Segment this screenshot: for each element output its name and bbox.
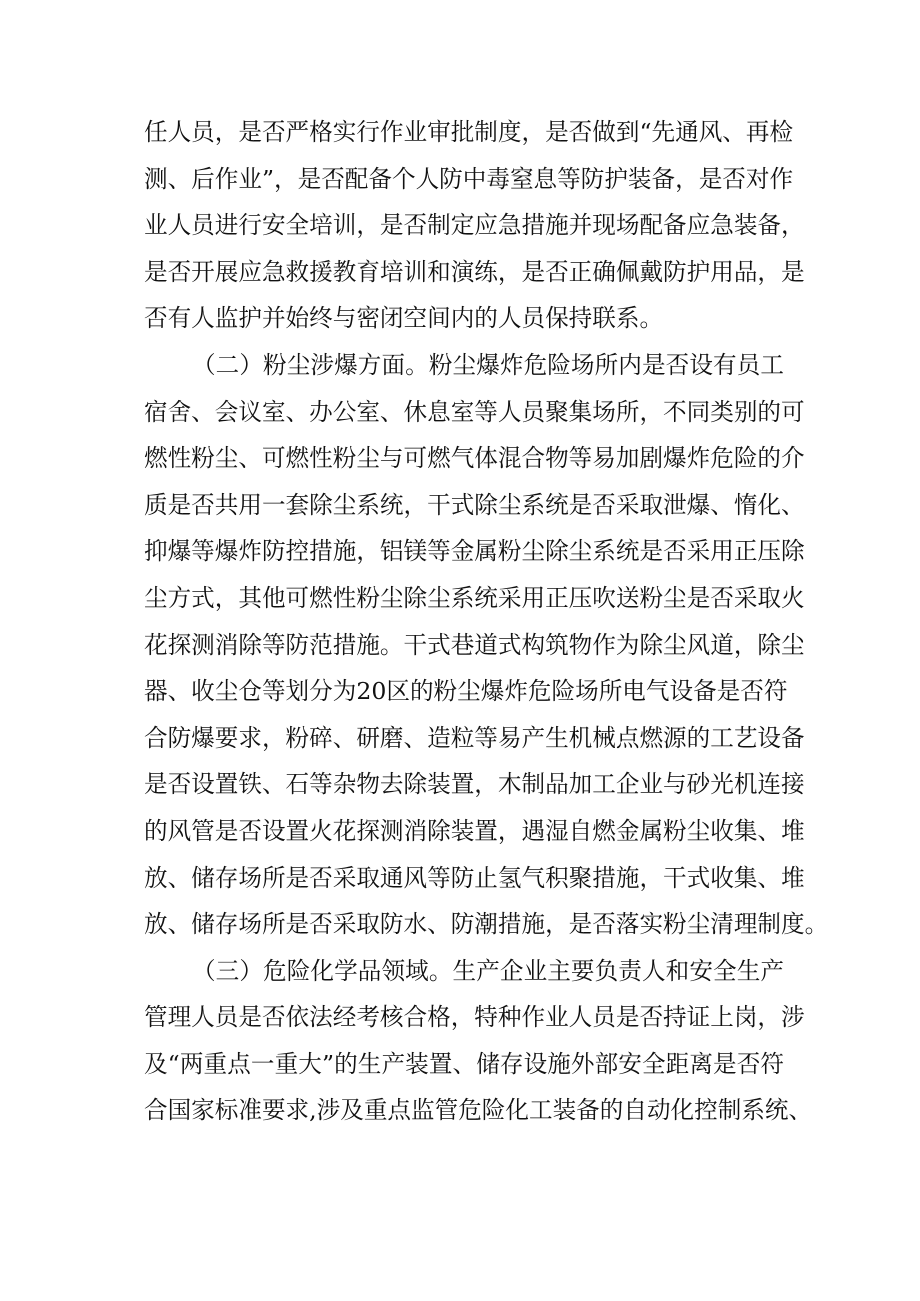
text-line: 燃性粉尘、可燃性粉尘与可燃气体混合物等易加剧爆炸危险的介: [144, 444, 805, 473]
text-line: 业人员进行安全培训，是否制定应急措施并现场配备应急装备，: [144, 211, 805, 240]
paragraph-hazardous-chemicals: [144, 948, 813, 1134]
text-line: 抑爆等爆炸防控措施，铝镁等金属粉尘除尘系统是否采用正压除: [144, 537, 805, 566]
text-line: 器、收尘仓等划分为20区的粉尘爆炸危险场所电气设备是否符: [144, 677, 788, 706]
text-line: 的风管是否设置火花探测消除装置，遇湿自燃金属粉尘收集、堆: [144, 816, 805, 845]
text-line: 任人员，是否严格实行作业审批制度，是否做到“先通风、再检: [144, 118, 794, 146]
paragraph-confined-space: [144, 109, 805, 342]
text-line: 合防爆要求，粉碎、研磨、造粒等易产生机械点燃源的工艺设备: [144, 723, 805, 752]
text-line: 尘方式，其他可燃性粉尘除尘系统采用正压吹送粉尘是否采取火: [144, 583, 805, 612]
text-line: 否有人监护并始终与密闭空间内的人员保持联系。: [144, 304, 664, 333]
text-line: 质是否共用一套除尘系统，干式除尘系统是否采取泄爆、惰化、: [144, 490, 805, 519]
text-line: 宿舍、会议室、办公室、休息室等人员聚集场所，不同类别的可: [144, 397, 805, 426]
text-line: 合国家标准要求,涉及重点监管危险化工装备的自动化控制系统、: [144, 1096, 813, 1125]
text-line: 及“两重点一重大”的生产装置、储存设施外部安全距离是否符: [144, 1049, 784, 1078]
paragraph-dust-explosion: [144, 342, 829, 948]
text-line: 测、后作业”，是否配备个人防中毒窒息等防护装备，是否对作: [144, 164, 794, 193]
text-line: 放、储存场所是否采取通风等防止氢气积聚措施，干式收集、堆: [144, 863, 805, 892]
text-line: （二）粉尘涉爆方面。粉尘爆炸危险场所内是否设有员工: [192, 350, 784, 379]
text-line: 放、储存场所是否采取防水、防潮措施，是否落实粉尘清理制度。: [144, 910, 829, 939]
text-line: 花探测消除等防范措施。干式巷道式构筑物作为除尘风道，除尘: [144, 630, 805, 659]
text-line: 管理人员是否依法经考核合格，特种作业人员是否持证上岗，涉: [144, 1003, 805, 1032]
document-body: [144, 109, 829, 1134]
text-line: 是否开展应急救援教育培训和演练，是否正确佩戴防护用品，是: [144, 257, 805, 286]
text-line: 是否设置铁、石等杂物去除装置，木制品加工企业与砂光机连接: [144, 770, 805, 799]
text-line: （三）危险化学品领域。生产企业主要负责人和安全生产: [192, 956, 784, 985]
